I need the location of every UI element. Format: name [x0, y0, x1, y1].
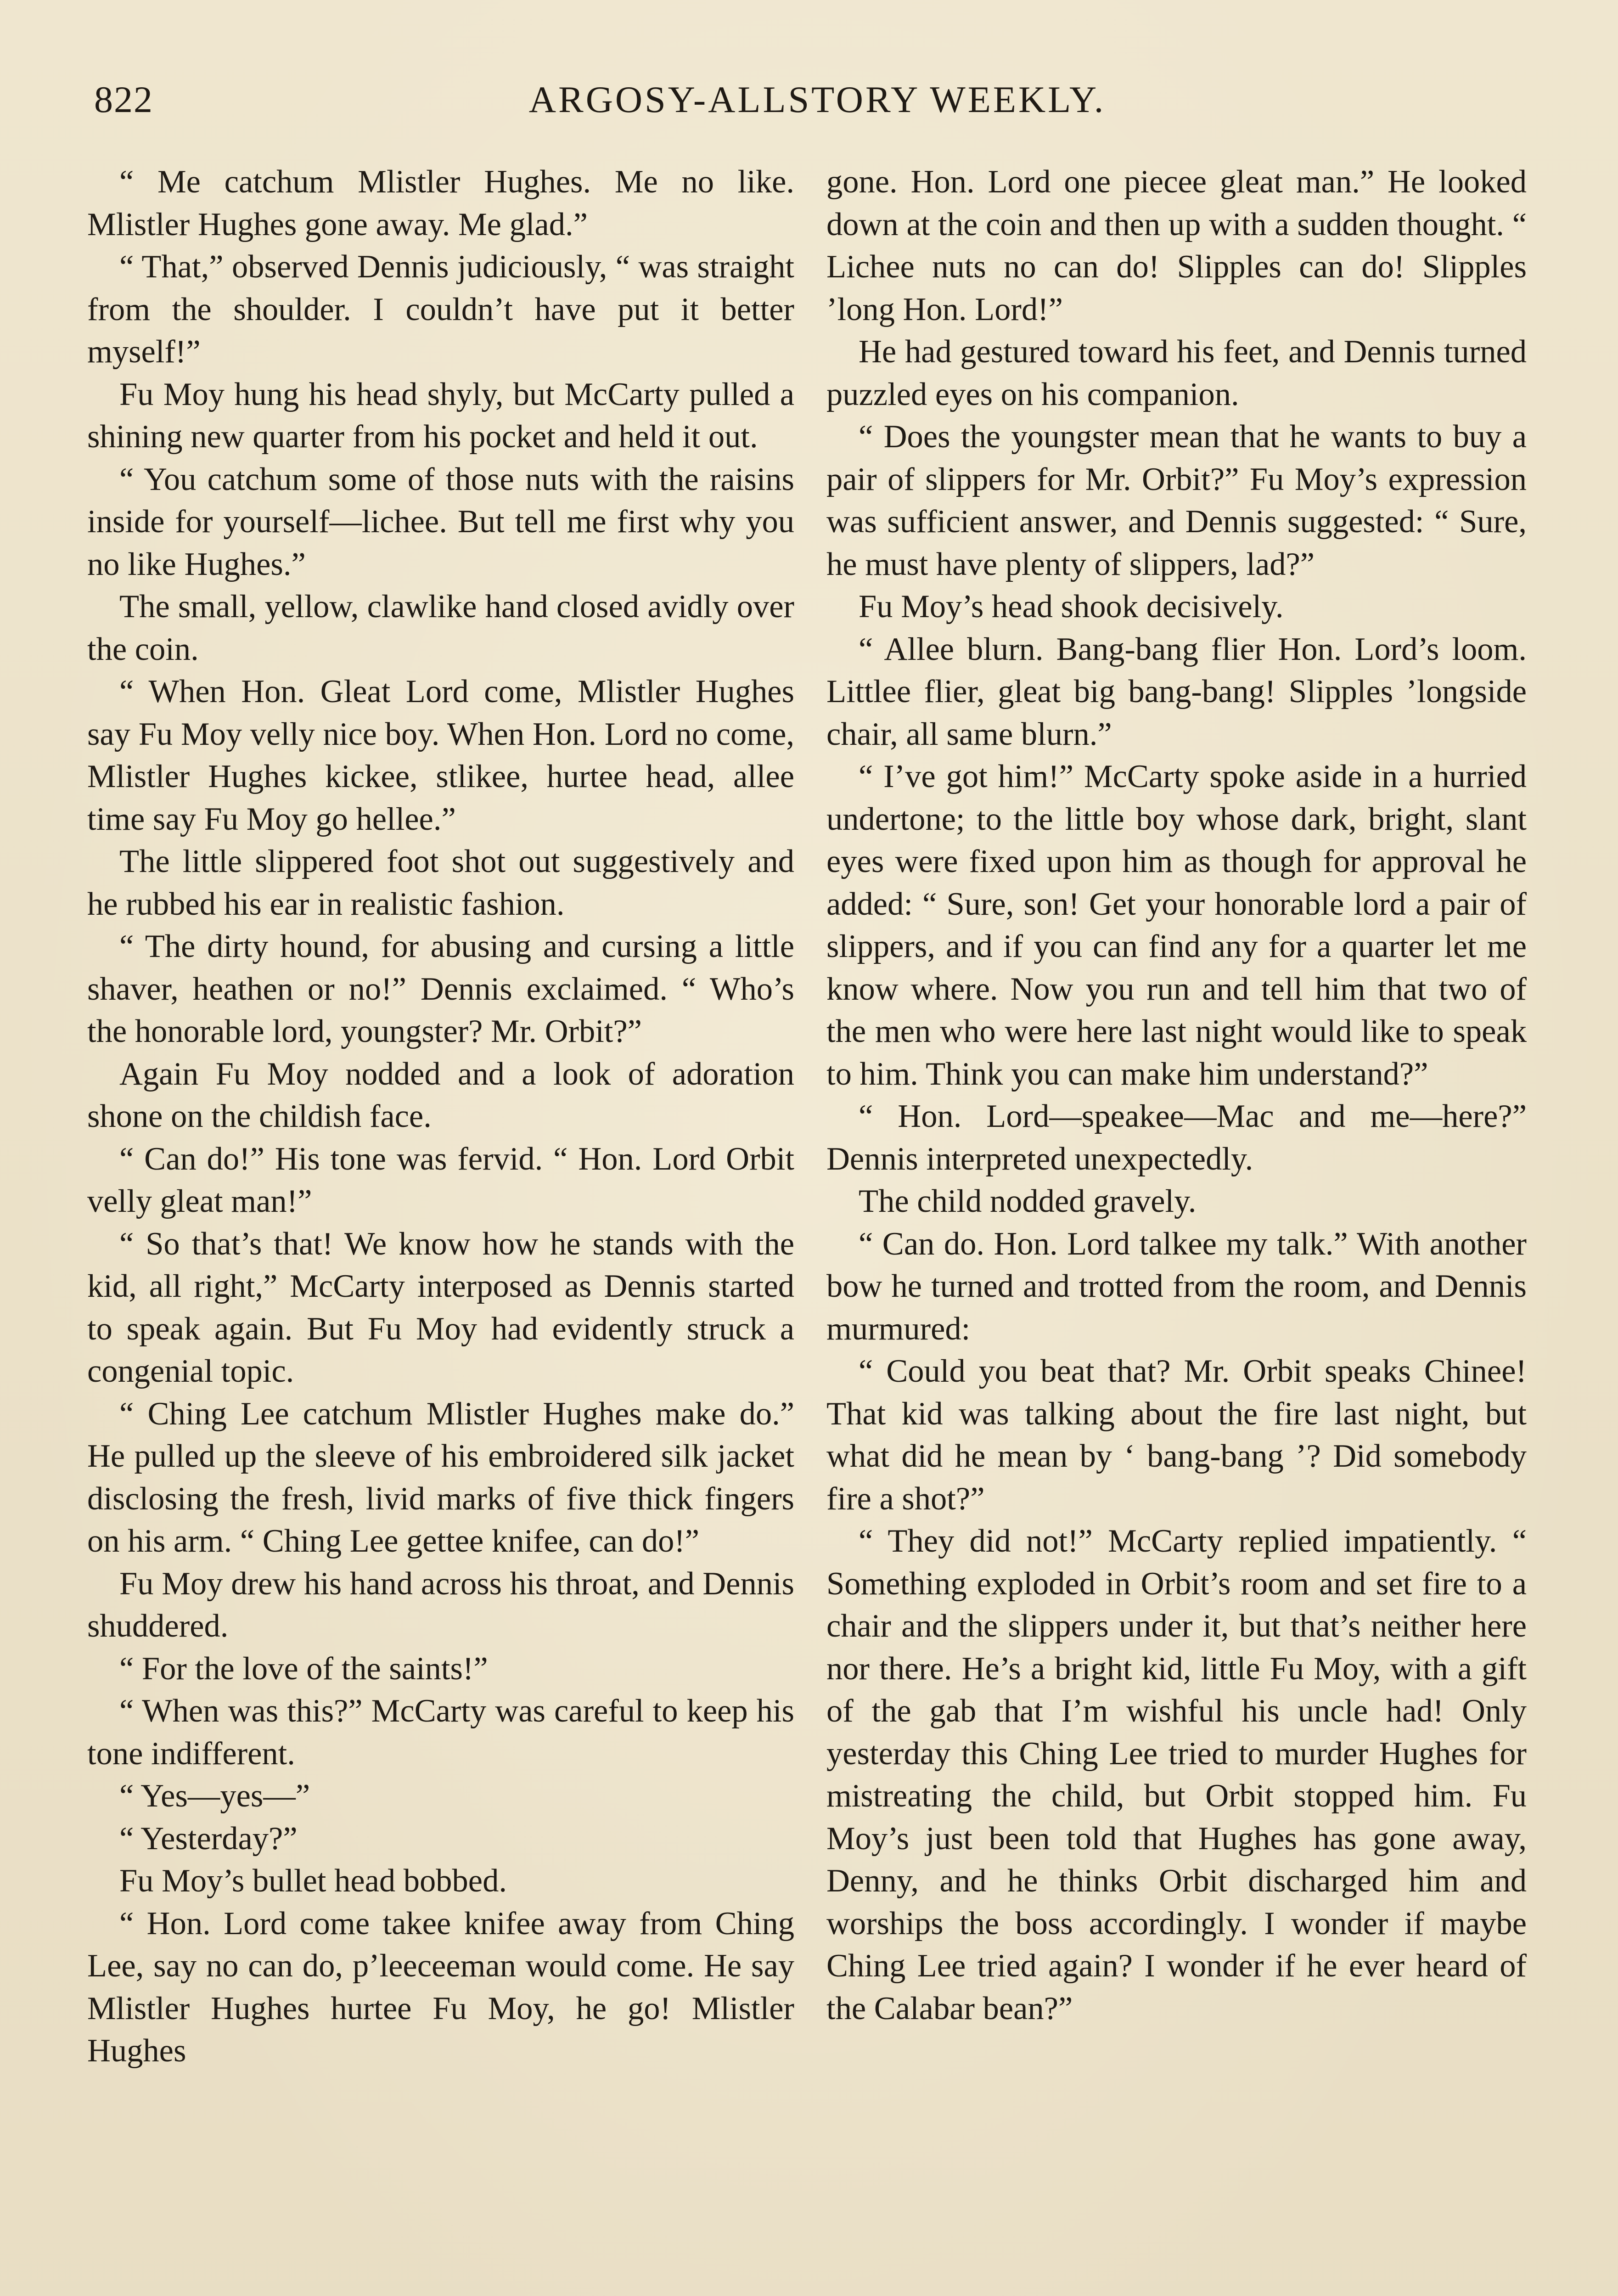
paragraph: Fu Moy hung his head shyly, but McCarty pulled a shining new quarter from his pocket and held it out.: [87, 376, 794, 455]
running-title: ARGOSY-ALLSTORY WEEKLY.: [528, 79, 1106, 120]
paragraph: “ Ching Lee catchum Mlistler Hughes make do.” He pulled up the sleeve of his embroidered silk jacket disclosing the fresh, livid marks of five thick fingers on his arm. “ Ching Lee gettee knifee, can do!”: [87, 1396, 794, 1559]
paragraph: The small, yellow, clawlike hand closed avidly over the coin.: [87, 589, 794, 667]
paragraph: “ When Hon. Gleat Lord come, Mlistler Hughes say Fu Moy velly nice boy. When Hon. Lord no come, Mlistler Hughes kickee, stlikee, hurtee head, allee time say Fu Moy go hellee.”: [87, 674, 794, 837]
paragraph: “ So that’s that! We know how he stands with the kid, all right,” McCarty interposed as Dennis started to speak again. But Fu Moy had evidently struck a congenial topic.: [87, 1226, 794, 1389]
paragraph: The child nodded gravely.: [859, 1183, 1197, 1219]
right-text-column: [826, 161, 1527, 2030]
paragraph: “ Yes—yes—”: [119, 1778, 310, 1814]
left-text-column: [87, 161, 794, 2072]
paragraph: Fu Moy drew his hand across his throat, and Dennis shuddered.: [87, 1565, 794, 1644]
paragraph: “ You catchum some of those nuts with the raisins inside for yourself—lichee. But tell me first why you no like Hughes.”: [87, 461, 794, 582]
paragraph: “ When was this?” McCarty was careful to keep his tone indifferent.: [87, 1693, 794, 1772]
paragraph: Fu Moy’s head shook decisively.: [859, 589, 1284, 625]
paragraph: He had gestured toward his feet, and Dennis turned puzzled eyes on his companion.: [826, 334, 1527, 412]
paragraph: “ They did not!” McCarty replied impatiently. “ Something exploded in Orbit’s room and set fire to a chair and the slippers under it, but that’s neither here nor there. He’s a bright kid, little Fu Moy, with a gift of the gab that I’m wishful his uncle had! Only yesterday this Ching Lee tried to murder Hughes for mistreating the child, but Orbit stopped him. Fu Moy’s just been told that Hughes has gone away, Denny, and he thinks Orbit discharged him and worships the boss accordingly. I wonder if maybe Ching Lee tried again? I wonder if he ever heard of the Calabar bean?”: [826, 1523, 1527, 2026]
paragraph: “ I’ve got him!” McCarty spoke aside in a hurried undertone; to the little boy whose dark, bright, slant eyes were fixed upon him as though for approval he added: “ Sure, son! Get your honorable lord a pair of slippers, and if you can find any for a quarter let me know where. Now you run and tell him that two of the men who were here last night would like to speak to him. Think you can make him understand?”: [826, 759, 1527, 1092]
paragraph: gone. Hon. Lord one piecee gleat man.” He looked down at the coin and then up with a sudden thought. “ Lichee nuts no can do! Slipples can do! Slipples ’long Hon. Lord!”: [826, 164, 1527, 327]
page-header: [94, 78, 1540, 133]
paragraph: “ Can do!” His tone was fervid. “ Hon. Lord Orbit velly gleat man!”: [87, 1141, 794, 1219]
paragraph: “ Could you beat that? Mr. Orbit speaks Chinee! That kid was talking about the fire last night, but what did he mean by ‘ bang-bang ’? Did somebody fire a shot?”: [826, 1353, 1527, 1517]
paragraph: “ Hon. Lord—speakee—Mac and me—here?” Dennis interpreted unexpectedly.: [826, 1098, 1527, 1177]
paragraph: “ Yesterday?”: [119, 1820, 298, 1857]
paragraph: Fu Moy’s bullet head bobbed.: [119, 1863, 507, 1899]
paragraph: “ For the love of the saints!”: [119, 1650, 488, 1687]
paragraph: “ Me catchum Mlistler Hughes. Me no like. Mlistler Hughes gone away. Me glad.”: [87, 164, 794, 242]
paragraph: “ Hon. Lord come takee knifee away from Ching Lee, say no can do, p’leeceeman would come. He say Mlistler Hughes hurtee Fu Moy, he go! Mlistler Hughes: [87, 1905, 794, 2069]
paragraph: “ The dirty hound, for abusing and cursing a little shaver, heathen or no!” Dennis exclaimed. “ Who’s the honorable lord, youngster? Mr. Orbit?”: [87, 929, 794, 1049]
paragraph: The little slippered foot shot out suggestively and he rubbed his ear in realistic fashion.: [87, 844, 794, 922]
paragraph: “ Does the youngster mean that he wants to buy a pair of slippers for Mr. Orbit?” Fu Moy’s expression was sufficient answer, and Dennis suggested: “ Sure, he must have plenty of slippers, lad?”: [826, 419, 1527, 582]
paragraph: “ Can do. Hon. Lord talkee my talk.” With another bow he turned and trotted from the room, and Dennis murmured:: [826, 1226, 1527, 1347]
paragraph: “ Allee blurn. Bang-bang flier Hon. Lord’s loom. Littlee flier, gleat big bang-bang! Slipples ’longside chair, all same blurn.”: [826, 631, 1527, 752]
page-number: 822: [94, 79, 153, 120]
paragraph: “ That,” observed Dennis judiciously, “ was straight from the shoulder. I couldn’t have put it better myself!”: [87, 249, 794, 370]
paragraph: Again Fu Moy nodded and a look of adoration shone on the childish face.: [87, 1056, 794, 1134]
